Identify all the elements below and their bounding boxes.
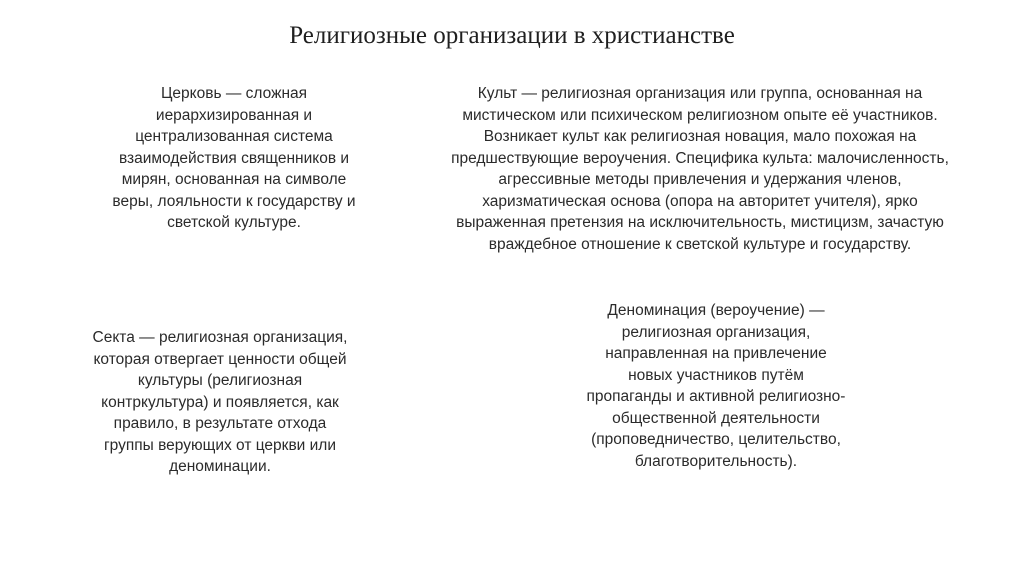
- slide-title: Религиозные организации в христианстве: [289, 22, 735, 49]
- cult-definition: Культ — религиозная организация или группа, основанная на мистическом или психическом религиозном опыте её участников. Возникает культ как религиозная новация, мало похожая на предшествующие вероучения. Специфика культа: малочисленность, агрессивные методы привлечения и удержания членов, харизматическая основа (опора на авторитет учителя), ярко выраженная претензия на исключительность, мистицизм, зачастую враждебное отношение к светской культуре и государству.: [451, 85, 949, 253]
- denomination-definition: Деноминация (вероучение) — религиозная организация, направленная на привлечение новых участников путём пропаганды и активной религиозно- общественной деятельности (проповедничество, целительство, благотворительность).: [586, 302, 846, 470]
- sect-definition: Секта — религиозная организация, которая отвергает ценности общей культуры (религиозная контркультура) и появляется, как правило, в результате отхода группы верующих от церкви или деноминации.: [92, 329, 348, 475]
- church-definition: Церковь — сложная иерархизированная и централизованная система взаимодействия священников и мирян, основанная на символе веры, лояльности к государству и светской культуре.: [112, 85, 356, 231]
